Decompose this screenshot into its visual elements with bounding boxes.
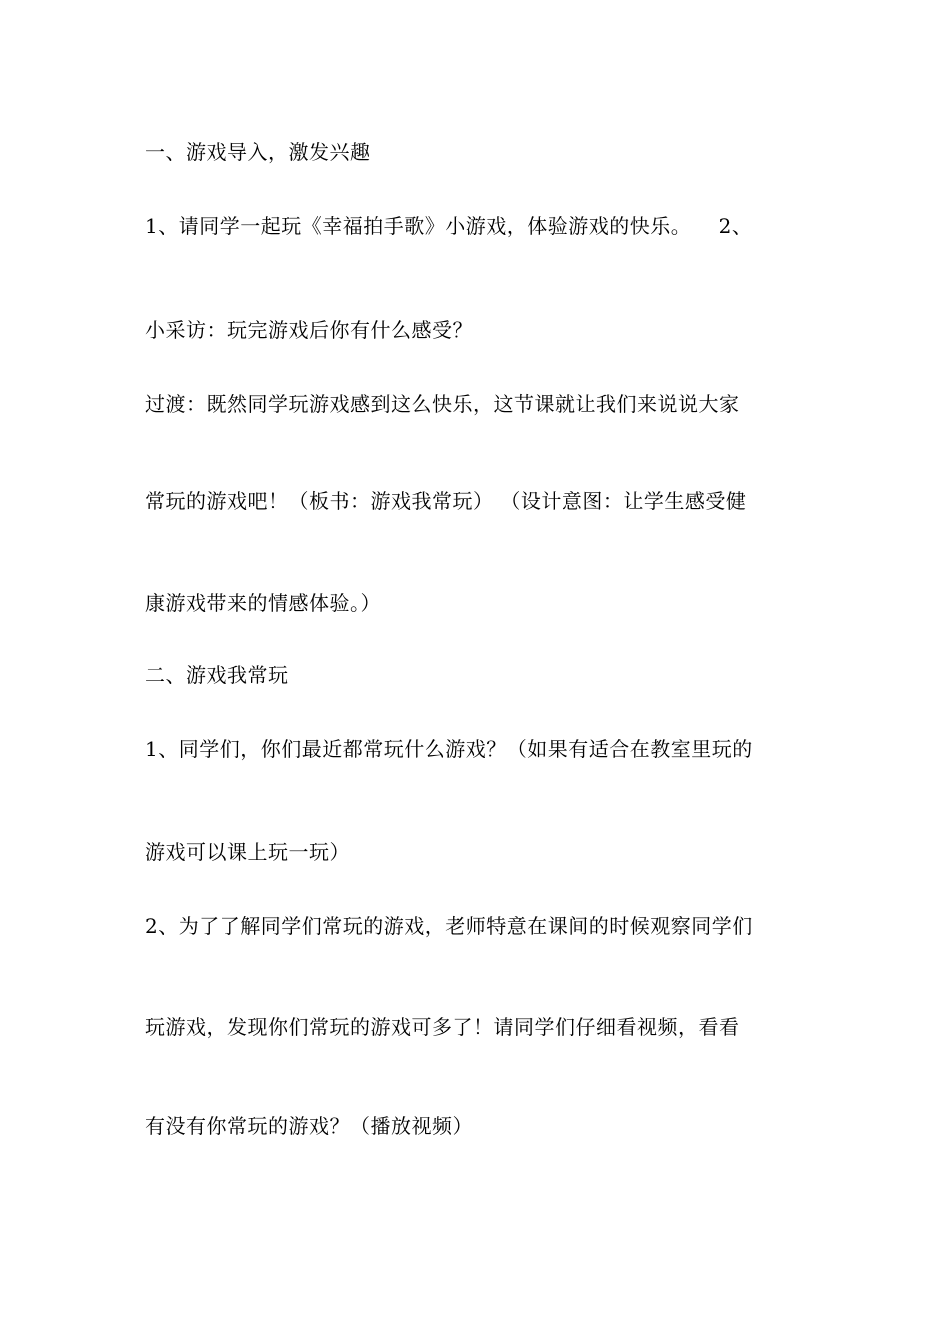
paragraph-line: 玩游戏，发现你们常玩的游戏可多了！请同学们仔细看视频，看看	[145, 1015, 740, 1039]
section-heading-1: 一、游戏导入，激发兴趣	[145, 140, 371, 164]
paragraph-line: 常玩的游戏吧！（板书：游戏我常玩） （设计意图：让学生感受健	[145, 489, 747, 513]
paragraph-line: 过渡：既然同学玩游戏感到这么快乐，这节课就让我们来说说大家	[145, 392, 740, 416]
paragraph-line: 小采访：玩完游戏后你有什么感受？	[145, 318, 473, 342]
paragraph-line: 2、为了了解同学们常玩的游戏，老师特意在课间的时候观察同学们	[145, 914, 753, 938]
paragraph-line: 有没有你常玩的游戏？（播放视频）	[145, 1114, 473, 1138]
paragraph-line: 康游戏带来的情感体验。）	[145, 591, 381, 615]
paragraph-line: 游戏可以课上玩一玩）	[145, 840, 350, 864]
section-heading-2: 二、游戏我常玩	[145, 663, 289, 687]
paragraph-line: 1、请同学一起玩《幸福拍手歌》小游戏，体验游戏的快乐。 2、	[145, 214, 753, 238]
paragraph-line: 1、同学们，你们最近都常玩什么游戏？（如果有适合在教室里玩的	[145, 737, 753, 761]
